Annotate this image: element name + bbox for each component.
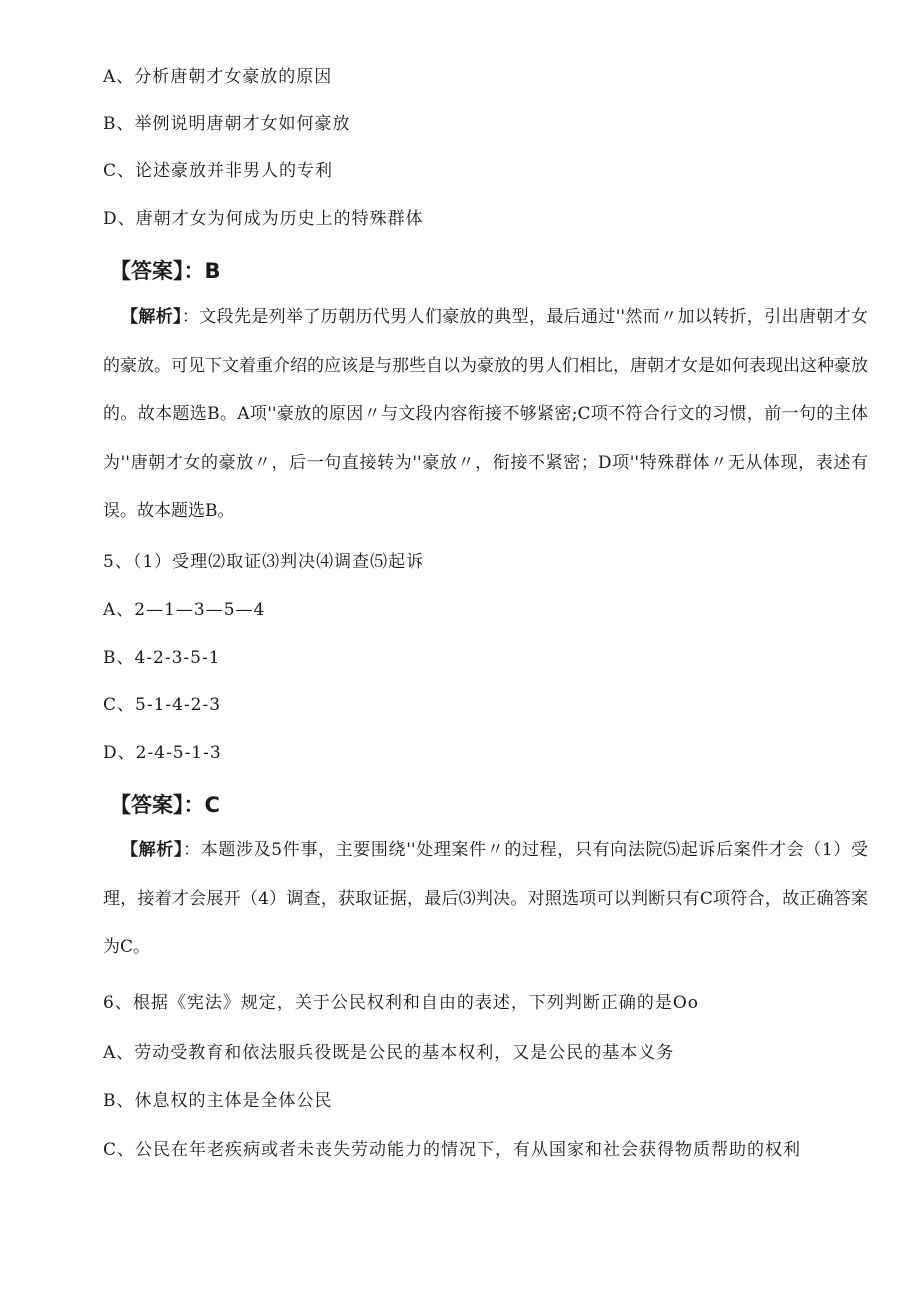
- q4-analysis: [103, 293, 868, 536]
- q4-answer: 【答案】：B: [110, 259, 221, 283]
- q5-option-b: B、4-2-3-5-1: [103, 648, 221, 668]
- q5-stem: 5、（1）受理⑵取证⑶判决⑷调查⑸起诉: [103, 552, 425, 572]
- q4-option-b: B、举例说明唐朝才女如何豪放: [103, 114, 351, 134]
- q5-option-c: C、5-1-4-2-3: [103, 695, 222, 715]
- analysis-text: ：本题涉及5件事，主要围绕''处理案件〃的过程，只有向法院⑸起诉后案件才会（1）受理，接着才会展开（4）调查，获取证据，最后⑶判决。对照选项可以判断只有C项符合，故正确答案为C。: [103, 840, 868, 957]
- q5-answer: 【答案】：C: [110, 793, 220, 817]
- q5-analysis: [103, 826, 868, 972]
- q6-stem: 6、根据《宪法》规定，关于公民权利和自由的表述，下列判断正确的是Oo: [103, 993, 699, 1013]
- q5-option-d: D、2-4-5-1-3: [103, 743, 222, 763]
- q6-option-a: A、劳动受教育和依法服兵役既是公民的基本权利，又是公民的基本义务: [103, 1043, 675, 1063]
- q6-option-b: B、休息权的主体是全体公民: [103, 1091, 333, 1111]
- analysis-tag: 【解析】: [121, 307, 182, 327]
- analysis-text: ：文段先是列举了历朝历代男人们豪放的典型，最后通过''然而〃加以转折，引出唐朝才女的豪放。可见下文着重介绍的应该是与那些自以为豪放的男人们相比，唐朝才女是如何表现出这种豪放的。故本题选B。A项''豪放的原因〃与文段内容衔接不够紧密;C项不符合行文的习惯，前一句的主体为''唐朝才女的豪放〃，后一句直接转为''豪放〃，衔接不紧密；D项''特殊群体〃无从体现，表述有误。故本题选B。: [103, 307, 868, 521]
- q5-option-a: A、2—1—3—5—4: [103, 600, 266, 620]
- q4-option-d: D、唐朝才女为何成为历史上的特殊群体: [103, 209, 424, 229]
- q4-option-c: C、论述豪放并非男人的专利: [103, 161, 334, 181]
- q6-option-c: C、公民在年老疾病或者未丧失劳动能力的情况下，有从国家和社会获得物质帮助的权利: [103, 1140, 802, 1160]
- analysis-tag: 【解析】: [121, 840, 184, 860]
- q4-option-a: A、分析唐朝才女豪放的原因: [103, 67, 333, 87]
